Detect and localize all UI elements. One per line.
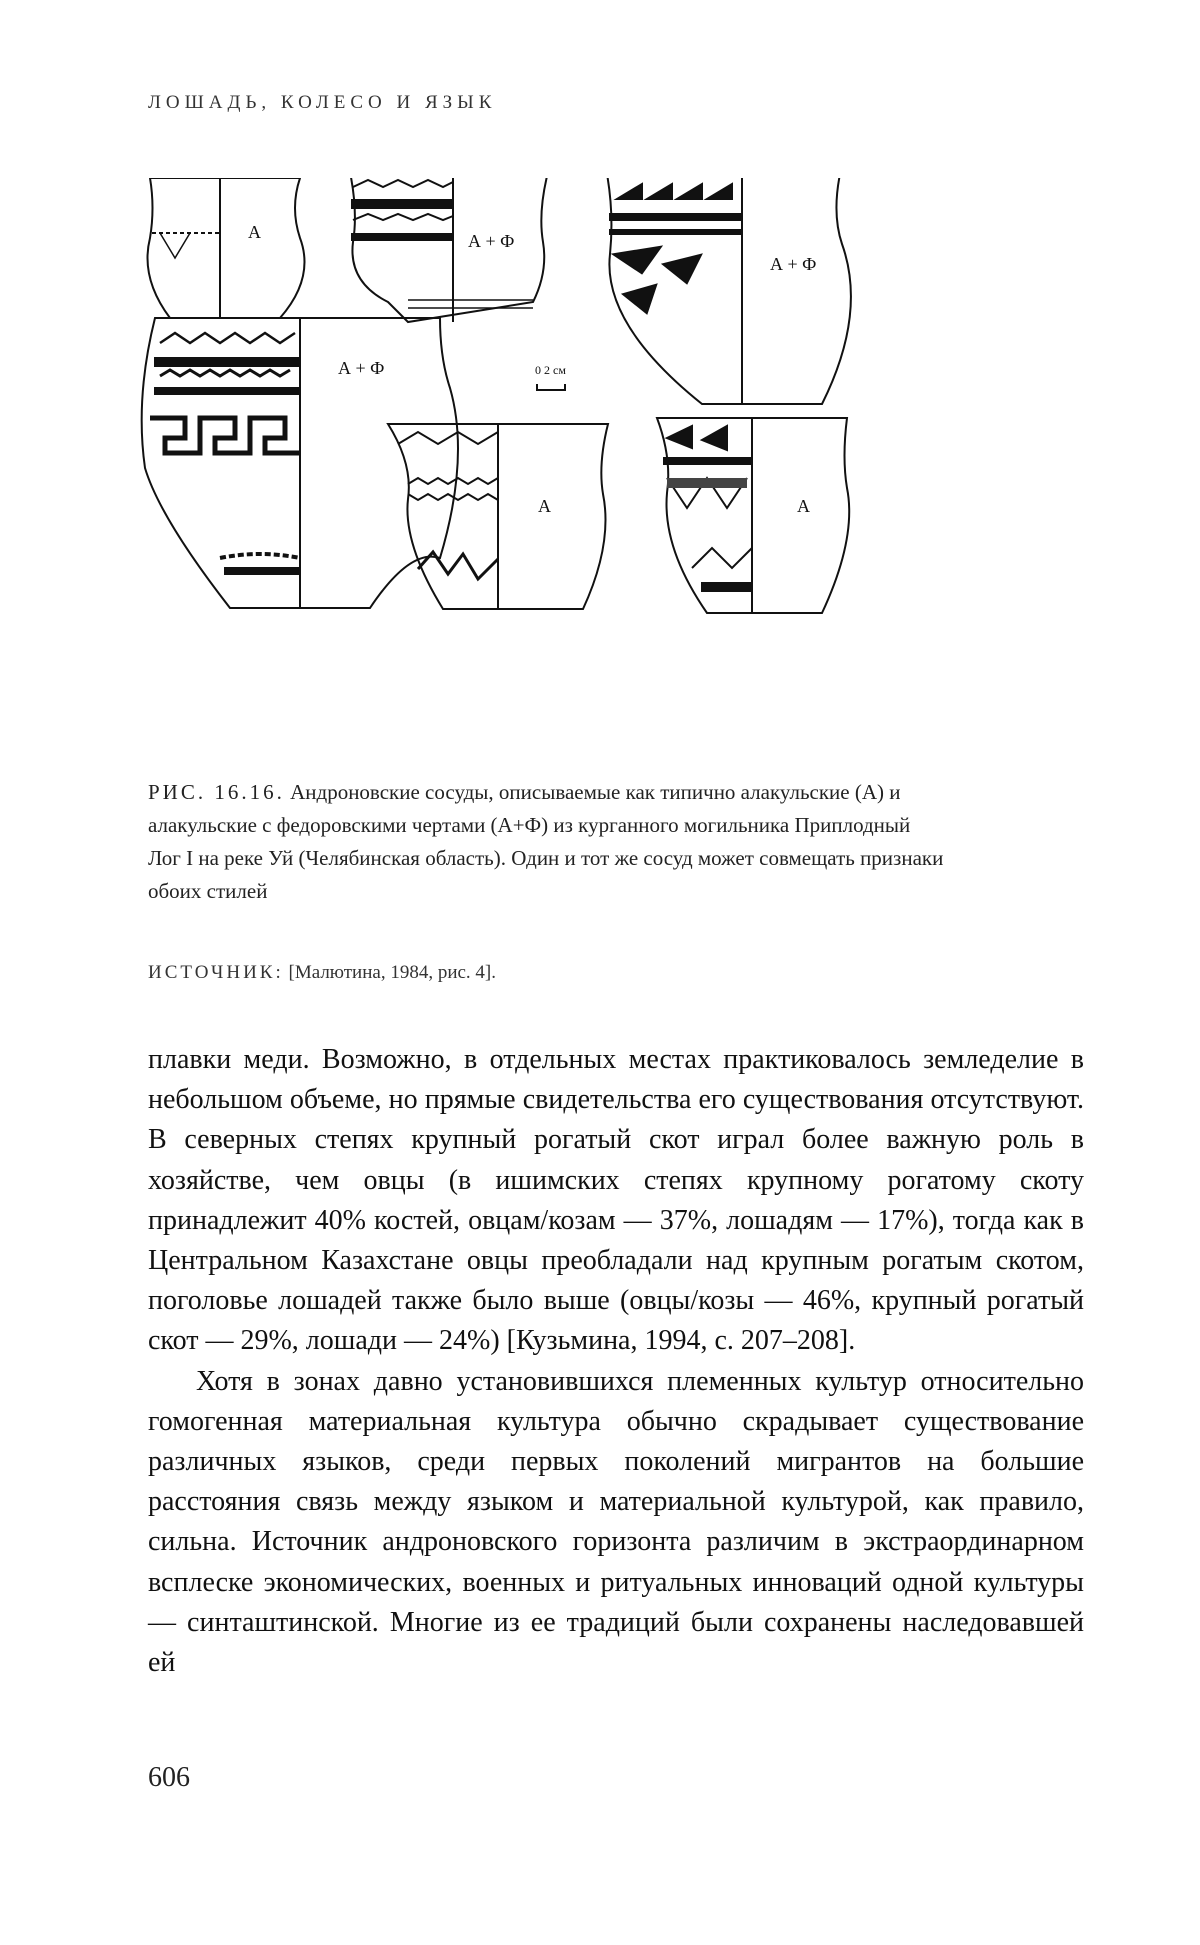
figure-source	[148, 962, 496, 984]
caption-text: Андроновские сосуды, описываемые как типично алакульские (А) и алакульские с федоровскими чертами (А+Ф) из курганного могильника Приплодный Лог I на реке Уй (Челябинская область). Один и тот же сосуд может совмещать признаки обоих стилей	[148, 780, 944, 903]
paragraph-1: плавки меди. Возможно, в отдельных местах практиковалось земледелие в небольшом объеме, но прямые свидетельства его существования отсутствуют. В северных степях крупный рогатый скот играл более важную роль в хозяйстве, чем овцы (в ишимских степях крупному рогатому скоту принадлежит 40% костей, овцам/козам — 37%, лошадям — 17%), тогда как в Центральном Казахстане овцы преобладали над крупным рогатым скотом, поголовье лошадей также было выше (овцы/козы — 46%, крупный рогатый скот — 29%, лошади — 24%) [Кузьмина, 1994, с. 207–208].	[148, 1044, 1084, 1357]
vessel-5	[388, 424, 608, 609]
label-a-1: А	[248, 222, 261, 242]
vessel-2	[350, 178, 548, 322]
source-label: ИСТОЧНИК:	[148, 962, 284, 983]
source-text: [Малютина, 1984, рис. 4].	[288, 962, 496, 983]
vessel-4	[142, 318, 458, 608]
label-a-5: А	[538, 496, 551, 516]
paragraph-2: Хотя в зонах давно установившихся племенных культур относительно гомогенная материальная культура обычно скрадывает существование различных языков, среди первых поколений мигрантов на большие расстояния связь между языком и материальной культурой, как правило, сильна. Источник андроновского горизонта различим в экстраординарном всплеске экономических, военных и ритуальных инноваций одной культуры — синташтинской. Многие из ее традиций были сохранены наследовавшей ей	[148, 1365, 1084, 1679]
label-af-3: А + Ф	[770, 254, 817, 274]
pottery-illustration	[140, 178, 1080, 758]
figure-caption	[148, 776, 948, 908]
caption-label: РИС. 16.16.	[148, 780, 285, 804]
pottery-figure	[140, 178, 1080, 758]
page-number: 606	[148, 1762, 190, 1793]
label-af-2: А + Ф	[468, 231, 515, 251]
vessel-3	[607, 178, 851, 404]
label-a-6: А	[797, 496, 810, 516]
scale-bar	[535, 363, 566, 390]
scale-label: 0 2 см	[535, 363, 566, 377]
label-af-4: А + Ф	[338, 358, 385, 378]
vessel-1	[148, 178, 305, 318]
vessel-6	[657, 418, 849, 613]
body-text	[148, 1040, 1084, 1683]
running-head: ЛОШАДЬ, КОЛЕСО И ЯЗЫК	[148, 92, 497, 113]
